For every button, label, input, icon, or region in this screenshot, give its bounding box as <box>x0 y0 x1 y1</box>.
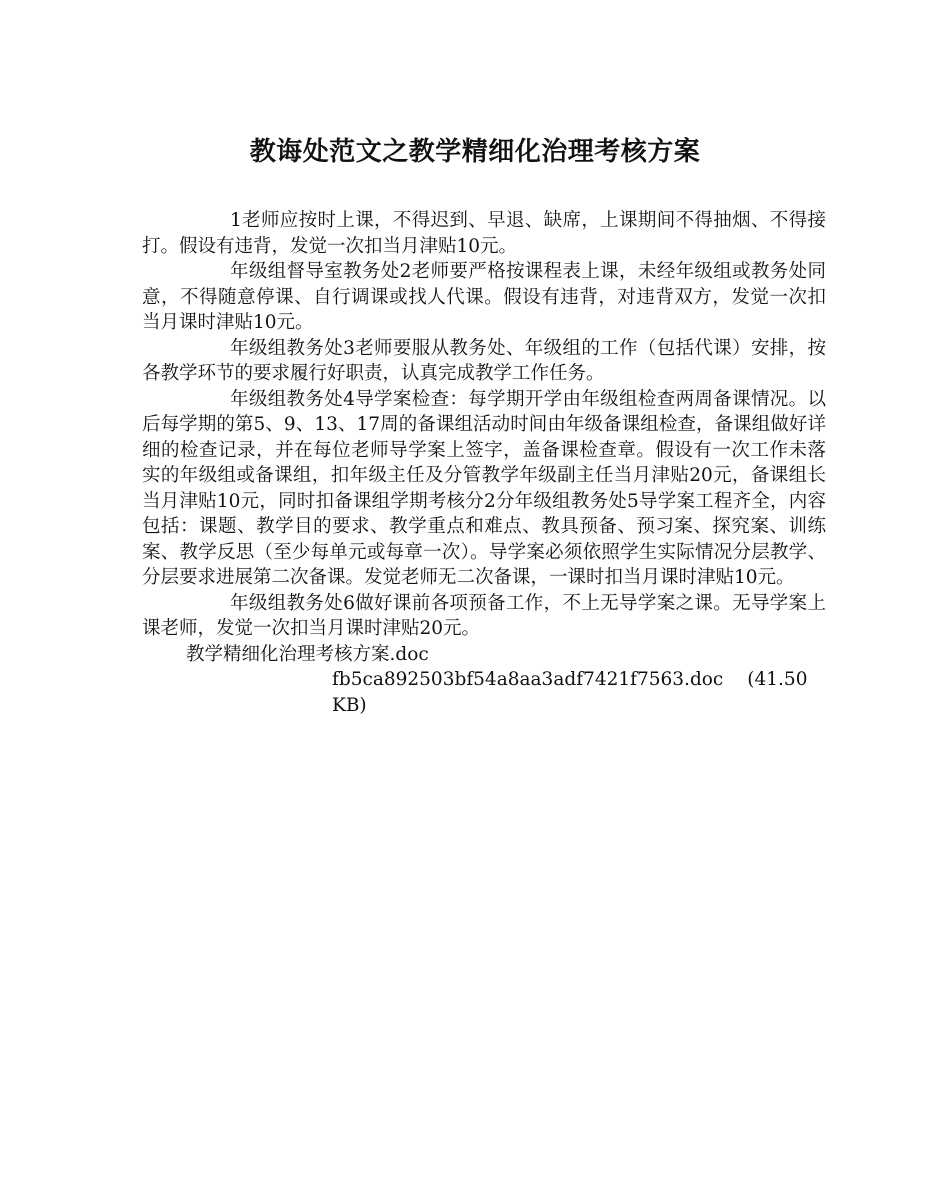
paragraph-4: 年级组教务处4导学案检查：每学期开学由年级组检查两周备课情况。以后每学期的第5、9、13、17周的备课组活动时间由年级备课组检查，备课组做好详细的检查记录，并在每位老师导学案上签字，盖备课检查章。假设有一次工作未落实的年级组或备课组，扣年级主任及分管教学年级副主任当月津贴20元，备课组长当月津贴10元，同时扣备课组学期考核分2分年级组教务处5导学案工程齐全，内容包括：课题、教学目的要求、教学重点和难点、教具预备、预习案、探究案、训练案、教学反思（至少每单元或每章一次）。导学案必须依照学生实际情况分层教学、分层要求进展第二次备课。发觉老师无二次备课，一课时扣当月课时津贴10元。 <box>142 388 826 588</box>
attachment-file-line <box>142 667 826 718</box>
paragraph-3: 年级组教务处3老师要服从教务处、年级组的工作（包括代课）安排，按各教学环节的要求履行好职责，认真完成教学工作任务。 <box>142 337 826 384</box>
paragraph-1: 1老师应按时上课，不得迟到、早退、缺席，上课期间不得抽烟、不得接打。假设有违背，发觉一次扣当月津贴10元。 <box>142 210 826 257</box>
paragraph-2: 年级组督导室教务处2老师要严格按课程表上课，未经年级组或教务处同意，不得随意停课、自行调课或找人代课。假设有违背，对违背双方，发觉一次扣当月课时津贴10元。 <box>142 261 826 333</box>
paragraph-5: 年级组教务处6做好课前各项预备工作，不上无导学案之课。无导学案上课老师，发觉一次扣当月课时津贴20元。 <box>142 592 826 639</box>
attachment-name: 教学精细化治理考核方案.doc <box>186 643 429 665</box>
document-title: 教诲处范文之教学精细化治理考核方案 <box>249 137 701 167</box>
attachment-link[interactable] <box>142 642 826 668</box>
attachment-size: (41.50 KB) <box>332 669 808 716</box>
attachment-filename[interactable]: fb5ca892503bf54a8aa3adf7421f7563.doc <box>332 669 724 690</box>
document-body <box>142 208 826 718</box>
